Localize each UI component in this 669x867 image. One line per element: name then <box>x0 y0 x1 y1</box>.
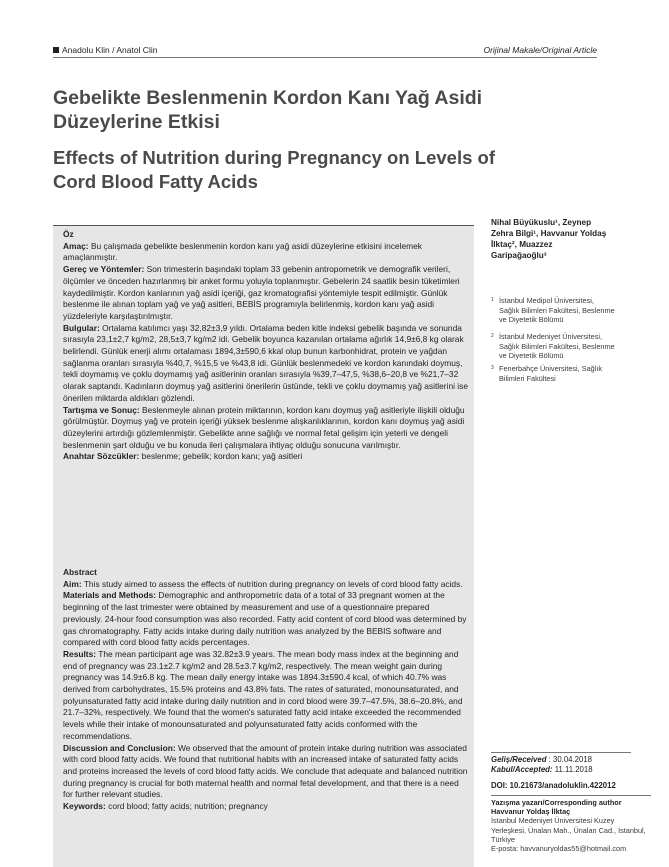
abstract-heading: Abstract <box>63 567 97 577</box>
abstract-aim: Aim: This study aimed to assess the effects of nutrition during pregnancy on levels of cord blood fatty acids. <box>63 578 463 589</box>
received-date: Geliş/Received : 30.04.2018 <box>491 755 593 764</box>
oz-anahtar: Anahtar Sözcükler: beslenme; gebelik; kordon kanı; yağ asitleri <box>63 451 303 462</box>
corr-name: Havvanur Yoldaş İlktaç <box>491 807 571 817</box>
abstract-discussion: Discussion and Conclusion: We observed that the amount of protein intake during nutrition was associated with cord blood fatty acids. We found that nutritional habits with an increased intake of saturated fatty acids and proteins increased the levels of cord blood fatty acids. We conclude that adequate and balanced nutrition during pregnancy is crucial for both maternal health and normal fetal development, and that there is a need for further relevant studies. <box>63 742 468 800</box>
author-list: Nihal Büyükuslu¹, Zeynep Zehra Bilgi¹, Havvanur Yoldaş İlktaç², Muazzez Garipağaoğlu³ <box>491 218 607 260</box>
header-rule <box>53 57 597 58</box>
accepted-date: Kabul/Accepted: 11.11.2018 <box>491 765 593 774</box>
article-type: Orijinal Makale/Original Article <box>483 45 597 55</box>
oz-tartisma: Tartışma ve Sonuç: Beslenmeyle alınan protein miktarının, kordon kanı doymuş yağ asitleriyle ilişkili olduğu görülmüştür. Doymuş yağ ve protein içeriği yüksek beslenme alışkanlıklarının, kordon kanı doymuş yağ asidi düzeylerini artırdığı gözlemlenmiştir. Gebelikte anne sağlığı ve normal fetal gelişim için yeterli ve dengeli beslenmenin şart olduğu ve bu konuda ileri çalışmalara ihtiyaç olduğu sonucuna varılmıştır. <box>63 404 465 450</box>
title-turkish: Gebelikte Beslenmenin Kordon Kanı Yağ Asidi Düzeylerine Etkisi <box>53 87 483 133</box>
oz-amac: Amaç: Bu çalışmada gebelikte beslenmenin kordon kanı yağ asidi düzeylerine etkisini incelemek amaçlanmıştır. <box>63 240 422 263</box>
square-bullet-icon <box>53 47 59 53</box>
corr-email: E-posta: havvanuryoldas55@hotmail.com <box>491 844 627 854</box>
journal-name: Anadolu Klin / Anatol Clin <box>53 45 157 55</box>
article-dates <box>491 752 631 775</box>
oz-gerec: Gereç ve Yöntemler: Son trimesterin başındaki toplam 33 gebenin antropometrik ve demografik verileri, ölçümler ve önceden hazırlanmış bir anket formu yoluyla toplanmıştır. Gebelerin 24 saatlik besin tüketimleri kaydedilmiştir. Kordon kanlarının yağ asidi içeriği, gaz kromatografisi yöntemiyle tespit edilmiştir. Günlük beslenme ile alınan toplam yağ ve yağ asitleri, BEBİS programıyla belirlenmiş, kordon kanı yağ asidi yüzdeleriyle karşılaştırılmıştır. <box>63 264 460 321</box>
corr-label: Yazışma yazarı/Corresponding author <box>491 798 622 807</box>
title-english: Effects of Nutrition during Pregnancy on Levels of Cord Blood Fatty Acids <box>53 147 495 192</box>
abstract-keywords: Keywords: cord blood; fatty acids; nutrition; pregnancy <box>63 801 268 812</box>
correspondence <box>491 795 651 853</box>
doi: DOI: 10.21673/anadoluklin.422012 <box>491 781 616 790</box>
oz-section <box>63 229 469 463</box>
affiliation-3: 3 Fenerbahçe Üniversitesi, Sağlık Bilimleri Fakültesi <box>491 364 603 383</box>
abstract-methods: Materials and Methods: Demographic and anthropometric data of a total of 33 pregnant women at the beginning of the last trimester were obtained by measurement and use of a questionnaire prepared previously. 24-hour food consumption was also recorded. Fatty acid content of cord blood was determined by gas chromatography. Fatty acids intake during daily nutrition was analyzed by the BEBIS software and compared with cord blood fatty acids percentages. <box>63 590 467 648</box>
running-header <box>53 45 597 59</box>
abstract-results: Results: The mean participant age was 32.82±3.9 years. The mean body mass index at the beginning and end of pregnancy was 23.1±2.7 kg/m2 and 28.5±3.7 kg/m2, respectively. The mean weight gain during pregnancy was 14.9±6.8 kg. The mean daily energy intake was 1894.3±590.4 kcal, of which 40.7% was derived from carbohydrates, 15.5% proteins and 43.8% fats. The rates of saturated, monounsaturated, and polyunsaturated fatty acid intake during daily nutrition and in cord blood were 39.7–47.5%, 38.6–20.8%, and 21.7–32%, respectively. We found that the women's saturated fatty acid intake exceeded the recommended levels while their intake of monounsaturated and polyunsaturated fatty acids conformed with the recommendations. <box>63 648 463 741</box>
abstract-section <box>63 567 469 813</box>
affiliation-1: 1 İstanbul Medipol Üniversitesi, Sağlık Bilimleri Fakültesi, Beslenme ve Diyetetik Bölümü <box>491 296 615 325</box>
oz-bulgular: Bulgular: Ortalama katılımcı yaşı 32,82±3,9 yıldı. Ortalama beden kitle indeksi gebelik başında ve sonunda sırasıyla 23,1±2,7 kg/m2, 28,5±3,7 kg/m2 idi. Gebelik boyunca kazanılan ortalama ağırlık 14,9±6,8 kg olarak belirlendi. Günlük enerji alımı ortalaması 1894,3±590,6 kkal olup bunun karbonhidrat, protein ve yağdan sağlanma oranları sırasıyla %40,7, %15,5 ve %43,8 idi. Günlük beslenmedeki ve kordon kanındaki doymuş, tekli doymamış ve çoklu doymamış yağ asitlerinin oranları sırasıyla %39,7–47,5, %38,6–20,8 ve %21,7–32 olarak saptandı. Kadınların doymuş yağ asitlerini önerilerin üstünde, tekli ve çoklu doymamış yağ asitlerini ise önerilen miktarda aldıkları gözlendi. <box>63 322 468 403</box>
oz-heading: Öz <box>63 229 74 239</box>
affiliation-2: 2 İstanbul Medeniyet Üniversitesi, Sağlık Bilimleri Fakültesi, Beslenme ve Diyetetik Bölümü <box>491 332 615 361</box>
corr-address: İstanbul Medeniyet Üniversitesi Kuzey Yerleşkesi, Ünalan Mah., Ünalan Cad., İstanbul, Türkiye <box>491 816 646 844</box>
